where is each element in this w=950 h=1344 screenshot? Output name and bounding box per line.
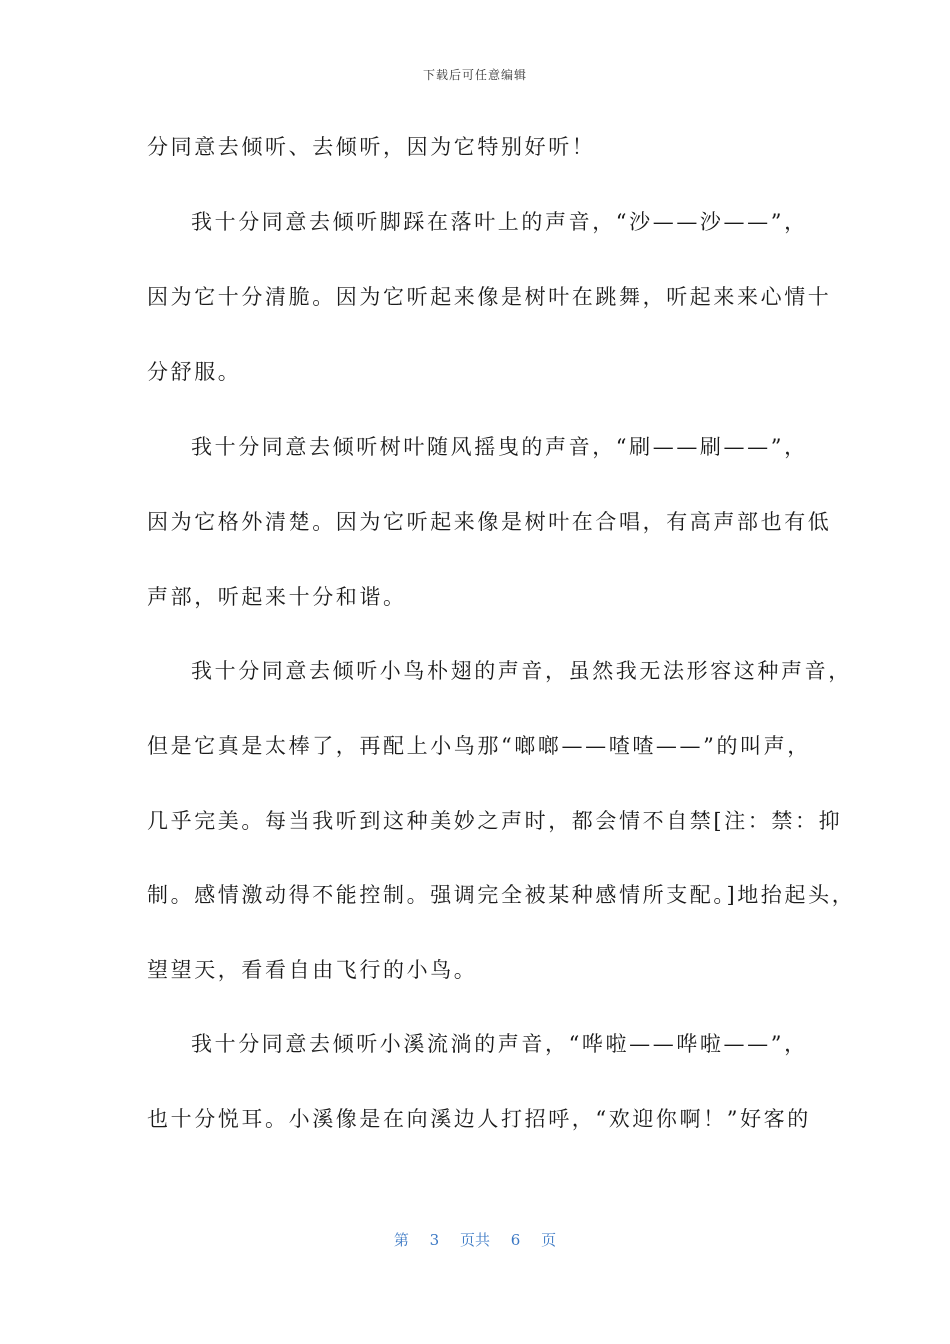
footer-middle: 页共 [459, 1231, 490, 1249]
text-line: 分舒服。 [147, 360, 242, 384]
total-page-count: 6 [510, 1231, 521, 1249]
page-footer [0, 1229, 950, 1250]
text-line: 声部，听起来十分和谐。 [147, 585, 407, 609]
text-line: 制。感情激动得不能控制。强调完全被某种感情所支配。]地抬起头， [147, 883, 856, 907]
footer-suffix: 页 [541, 1231, 557, 1249]
current-page-number: 3 [429, 1231, 440, 1249]
text-line: 但是它真是太棒了，再配上小鸟那“啷啷——喳喳——”的叫声， [147, 734, 811, 758]
text-line: 因为它十分清脆。因为它听起来像是树叶在跳舞，听起来来心情十 [147, 285, 832, 309]
text-line: 我十分同意去倾听树叶随风摇曳的声音，“刷——刷——”， [191, 435, 808, 459]
text-line: 因为它格外清楚。因为它听起来像是树叶在合唱，有高声部也有低 [147, 510, 832, 534]
page-header: 下载后可任意编辑 [422, 68, 527, 82]
footer-prefix: 第 [393, 1231, 409, 1249]
text-line: 我十分同意去倾听脚踩在落叶上的声音，“沙——沙——”， [191, 210, 808, 234]
text-line: 望望天，看看自由飞行的小鸟。 [147, 958, 478, 982]
text-line: 我十分同意去倾听小溪流淌的声音，“哗啦——哗啦——”， [191, 1032, 808, 1056]
text-line: 也十分悦耳。小溪像是在向溪边人打招呼，“欢迎你啊！”好客的 [147, 1107, 811, 1131]
text-line: 分同意去倾听、去倾听，因为它特别好听！ [147, 135, 596, 159]
text-line: 我十分同意去倾听小鸟朴翅的声音，虽然我无法形容这种声音， [191, 659, 852, 683]
text-line: 几乎完美。每当我听到这种美妙之声时，都会情不自禁[注：禁：抑 [147, 809, 843, 833]
